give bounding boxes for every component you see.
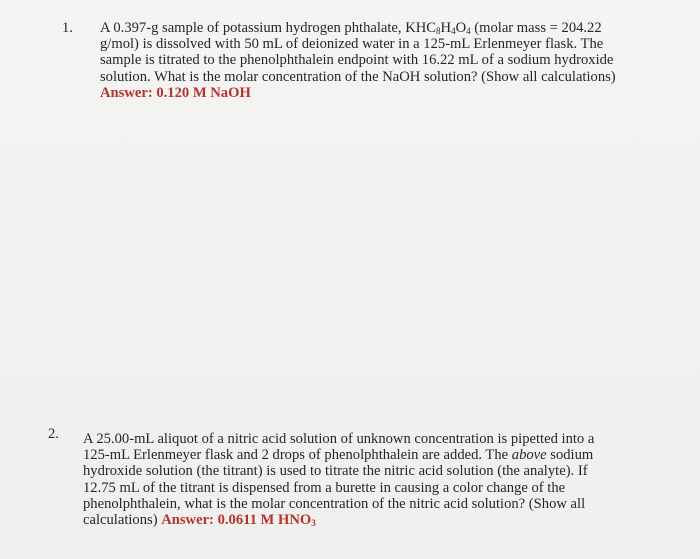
- problem-1-line-3: sample is titrated to the phenolphthalein endpoint with 16.22 mL of a sodium hydroxide: [100, 52, 614, 69]
- problem-2-line-5: phenolphthalein, what is the molar concentration of the nitric acid solution? (Show all: [83, 495, 586, 512]
- problem-1-number: 1.: [62, 20, 73, 36]
- problem-2-line-2: 125-mL Erlenmeyer flask and 2 drops of phenolphthalein are added. The above sodium: [83, 447, 594, 464]
- problem-2-line-3: hydroxide solution (the titrant) is used to titrate the nitric acid solution (the analyte). If: [83, 463, 588, 480]
- problem-2-answer: Answer: 0.0611 M $HNO_3$: [161, 512, 316, 529]
- problem-2-number: 2.: [48, 426, 59, 442]
- problem-2-line-4: 12.75 mL of the titrant is dispensed from a burette in causing a color change of the: [83, 479, 566, 496]
- problem-2-line-1: A 25.00-mL aliquot of a nitric acid solution of unknown concentration is pipetted into a: [83, 431, 595, 447]
- problem-1-line-2: g/mol) is dissolved with 50 mL of deionized water in a 125-mL Erlenmeyer flask. The: [100, 36, 604, 53]
- problem-1-line-1: A 0.397-g sample of potassium hydrogen phthalate, $KHC_8H_4O_4$ (molar mass = 204.22: [100, 20, 602, 36]
- problem-1: [100, 20, 625, 101]
- problem-2: [83, 431, 623, 528]
- problem-2-line-6: calculations) Answer: 0.0611 M $HNO_3$: [83, 512, 316, 529]
- problem-1-line-4: solution. What is the molar concentration of the NaOH solution? (Show all calculations): [100, 68, 616, 85]
- problem-1-answer: Answer: 0.120 M NaOH: [100, 84, 251, 101]
